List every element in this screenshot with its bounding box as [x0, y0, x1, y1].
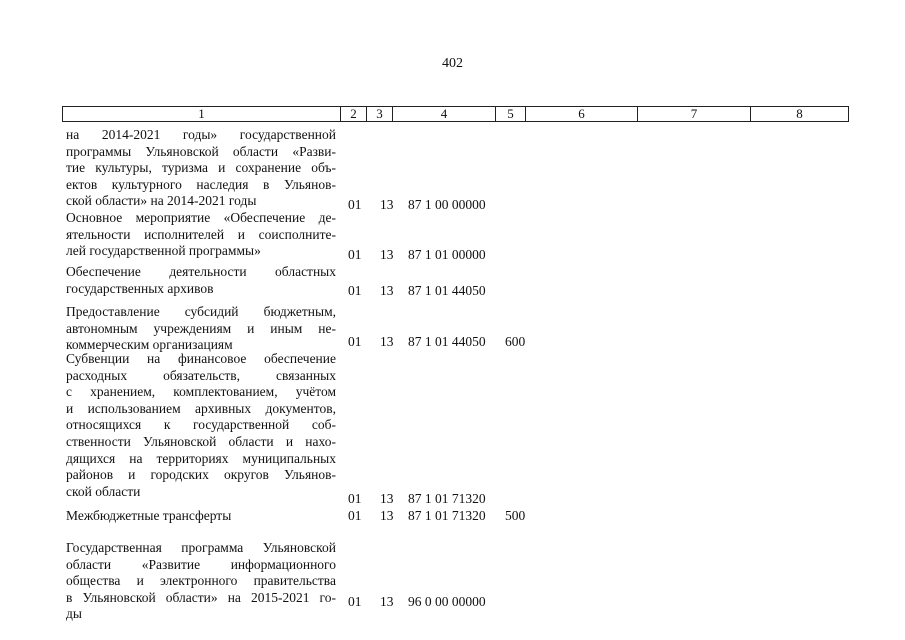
cell-c5: 500	[505, 508, 526, 523]
cell-c4: 87 1 01 44050	[408, 283, 486, 298]
header-col-7: 7	[637, 107, 750, 121]
cell-c2: 01	[348, 247, 362, 262]
cell-c4: 87 1 01 71320	[408, 508, 486, 523]
header-col-8: 8	[750, 107, 848, 121]
cell-c3: 13	[380, 508, 394, 523]
description-line: районов и городских округов Ульянов-	[66, 467, 336, 483]
cell-c4: 87 1 00 00000	[408, 197, 486, 212]
cell-c2: 01	[348, 283, 362, 298]
description-line: ектов культурного наследия в Ульянов-	[66, 176, 336, 192]
table-header	[62, 106, 849, 122]
header-col-2: 2	[340, 107, 366, 121]
description-line: лей государственной программы»	[66, 243, 261, 259]
cell-c3: 13	[380, 334, 394, 349]
header-col-5: 5	[495, 107, 525, 121]
description-line: и использованием архивных документов,	[66, 400, 336, 416]
description-line: ской области	[66, 483, 141, 499]
description-line: Обеспечение деятельности областных	[66, 264, 336, 279]
description-line: коммерческим организациям	[66, 337, 233, 353]
cell-c2: 01	[348, 594, 362, 609]
description-line: автономным учреждениям и иным не-	[66, 320, 336, 336]
description-line: ятельности исполнителей и соисполните-	[66, 226, 336, 242]
row-description	[66, 127, 336, 210]
description-line: общества и электронного правительства	[66, 573, 336, 589]
row-description	[66, 540, 336, 623]
row-description	[66, 508, 336, 525]
cell-c3: 13	[380, 247, 394, 262]
description-line: области «Развитие информационного	[66, 556, 336, 572]
description-line: ственности Ульяновской области и нахо-	[66, 433, 336, 449]
description-line: ды	[66, 606, 82, 622]
cell-c3: 13	[380, 283, 394, 298]
header-col-1: 1	[198, 106, 205, 121]
description-line: Субвенции на финансовое обеспечение	[66, 351, 336, 366]
row-description	[66, 210, 336, 260]
cell-c4: 96 0 00 00000	[408, 594, 486, 609]
description-line: относящихся к государственной соб-	[66, 417, 336, 433]
description-line: расходных обязательств, связанных	[66, 367, 336, 383]
description-line: с хранением, комплектованием, учётом	[66, 384, 336, 400]
description-line: государственных архивов	[66, 280, 214, 296]
description-line: программы Ульяновской области «Разви-	[66, 143, 336, 159]
cell-c2: 01	[348, 197, 362, 212]
description-line: на 2014-2021 годы» государственной	[66, 127, 336, 142]
page-number: 402	[442, 56, 463, 71]
cell-c4: 87 1 01 00000	[408, 247, 486, 262]
cell-c3: 13	[380, 594, 394, 609]
description-line: Межбюджетные трансферты	[66, 508, 232, 523]
description-line: Основное мероприятие «Обеспечение де-	[66, 210, 336, 225]
description-line: Государственная программа Ульяновской	[66, 540, 336, 555]
description-line: Предоставление субсидий бюджетным,	[66, 304, 336, 319]
cell-c2: 01	[348, 508, 362, 523]
cell-c2: 01	[348, 334, 362, 349]
row-description	[66, 304, 336, 354]
header-col-3: 3	[366, 107, 392, 121]
cell-c4: 87 1 01 44050	[408, 334, 486, 349]
cell-c3: 13	[380, 491, 394, 506]
description-line: тие культуры, туризма и сохранение объ-	[66, 160, 336, 176]
header-col-4: 4	[392, 107, 495, 121]
row-description	[66, 264, 336, 297]
cell-c3: 13	[380, 197, 394, 212]
cell-c4: 87 1 01 71320	[408, 491, 486, 506]
cell-c2: 01	[348, 491, 362, 506]
description-line: в Ульяновской области» на 2015-2021 го-	[66, 589, 336, 605]
header-col-6: 6	[525, 107, 637, 121]
row-description	[66, 351, 336, 500]
cell-c5: 600	[505, 334, 526, 349]
description-line: ской области» на 2014-2021 годы	[66, 193, 257, 209]
description-line: дящихся на территориях муниципальных	[66, 450, 336, 466]
